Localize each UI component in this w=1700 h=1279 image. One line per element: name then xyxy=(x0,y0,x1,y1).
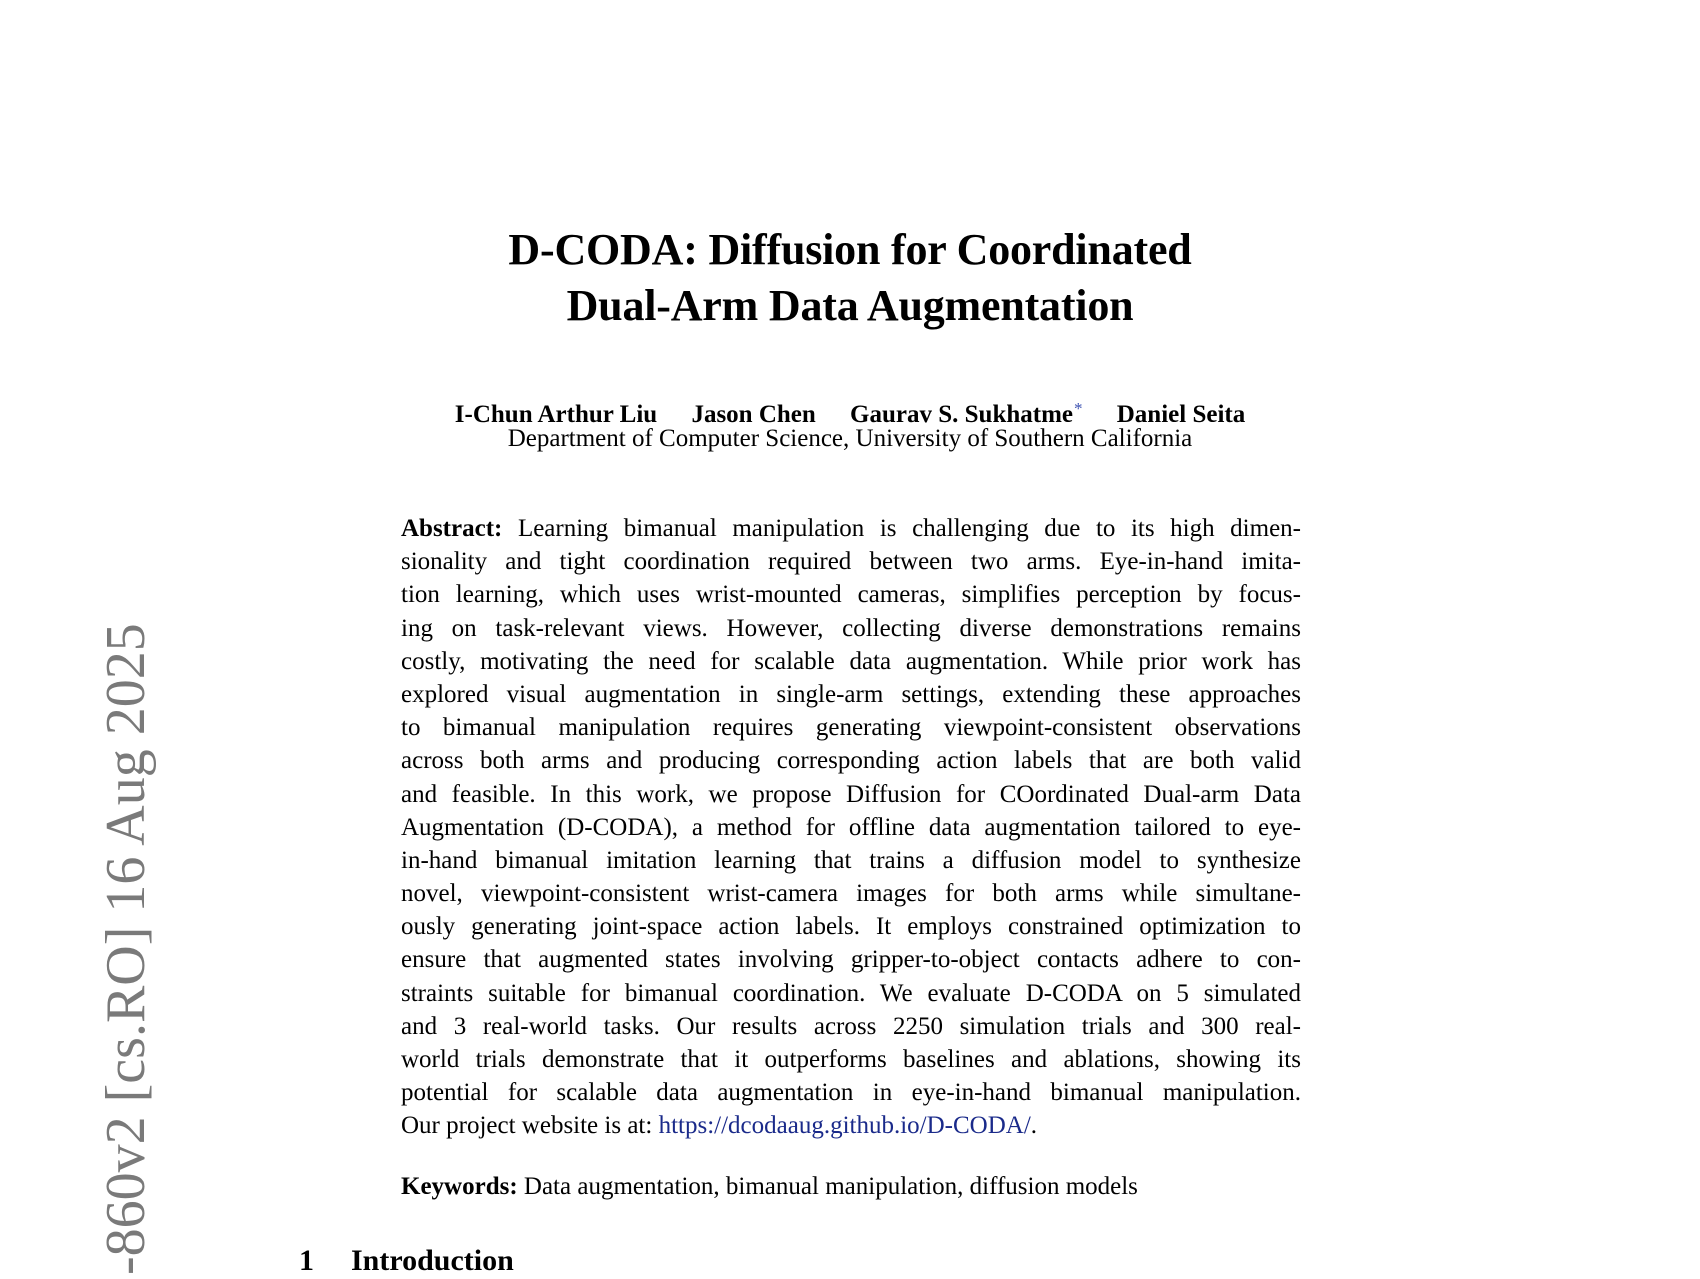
keywords xyxy=(401,1170,1138,1203)
abstract-line xyxy=(401,512,1301,545)
website-prefix: Our project website is at: xyxy=(401,1112,659,1140)
website-suffix: . xyxy=(1030,1112,1038,1140)
abstract-label: Abstract: xyxy=(401,515,503,542)
title-line-2: Dual-Arm Data Augmentation xyxy=(566,281,1134,330)
keywords-label: Keywords: xyxy=(401,1173,518,1200)
abstract-line: and 3 real-world tasks. Our results across 2250 simulation trials and 300 real- xyxy=(401,1012,1301,1040)
arxiv-stamp: -860v2 [cs.RO] 16 Aug 2025 xyxy=(95,623,157,1275)
abstract-line: sionality and tight coordination required between two arms. Eye-in-hand imita- xyxy=(401,548,1301,576)
keywords-text: Data augmentation, bimanual manipulation, diffusion models xyxy=(517,1173,1138,1200)
section-number: 1 xyxy=(299,1244,314,1277)
abstract-line: world trials demonstrate that it outperforms baselines and ablations, showing its xyxy=(401,1046,1301,1073)
paper-title xyxy=(0,222,1700,334)
abstract-line: ensure that augmented states involving gripper-to-object contacts adhere to con- xyxy=(401,946,1301,974)
abstract-line: ing on task-relevant views. However, collecting diverse demonstrations remains xyxy=(401,614,1301,642)
section-heading-introduction xyxy=(299,1243,514,1279)
author-name: I-Chun Arthur Liu xyxy=(454,401,658,428)
section-title: Introduction xyxy=(351,1244,514,1277)
abstract-line: across both arms and producing corresponding action labels that are both valid xyxy=(401,747,1301,775)
title-line-1: D-CODA: Diffusion for Coordinated xyxy=(508,225,1192,274)
abstract-line: potential for scalable data augmentation in eye-in-hand bimanual manipulation. xyxy=(401,1079,1301,1107)
abstract-line: and feasible. In this work, we propose Diffusion for COordinated Dual-arm Data xyxy=(401,780,1301,808)
abstract-line: Augmentation (D-CODA), a method for offline data augmentation tailored to eye- xyxy=(401,813,1301,841)
abstract xyxy=(401,512,1301,1143)
abstract-line xyxy=(401,1109,1301,1142)
abstract-line: to bimanual manipulation requires generating viewpoint-consistent observations xyxy=(401,714,1301,742)
abstract-line: straints suitable for bimanual coordination. We evaluate D-CODA on 5 simulated xyxy=(401,979,1301,1007)
abstract-line: costly, motivating the need for scalable data augmentation. While prior work has xyxy=(401,647,1301,675)
author-name: Gaurav S. Sukhatme xyxy=(850,401,1073,428)
author-name: Jason Chen xyxy=(691,401,816,428)
affiliation: Department of Computer Science, University of Southern California xyxy=(507,425,1193,452)
abstract-line: explored visual augmentation in single-arm settings, extending these approaches xyxy=(401,680,1301,708)
abstract-line: novel, viewpoint-consistent wrist-camera images for both arms while simultane- xyxy=(401,880,1301,908)
abstract-line: ously generating joint-space action labels. It employs constrained optimization to xyxy=(401,913,1301,941)
author-name: Daniel Seita xyxy=(1116,401,1246,428)
abstract-text: Learning bimanual manipulation is challenging due to its high dimen- xyxy=(517,515,1301,542)
footnote-mark[interactable]: * xyxy=(1074,399,1083,418)
abstract-line: tion learning, which uses wrist-mounted cameras, simplifies perception by focus- xyxy=(401,581,1301,609)
abstract-line: in-hand bimanual imitation learning that trains a diffusion model to synthesize xyxy=(401,846,1301,874)
project-website-link[interactable]: https://dcodaaug.github.io/D-CODA/ xyxy=(658,1112,1031,1140)
